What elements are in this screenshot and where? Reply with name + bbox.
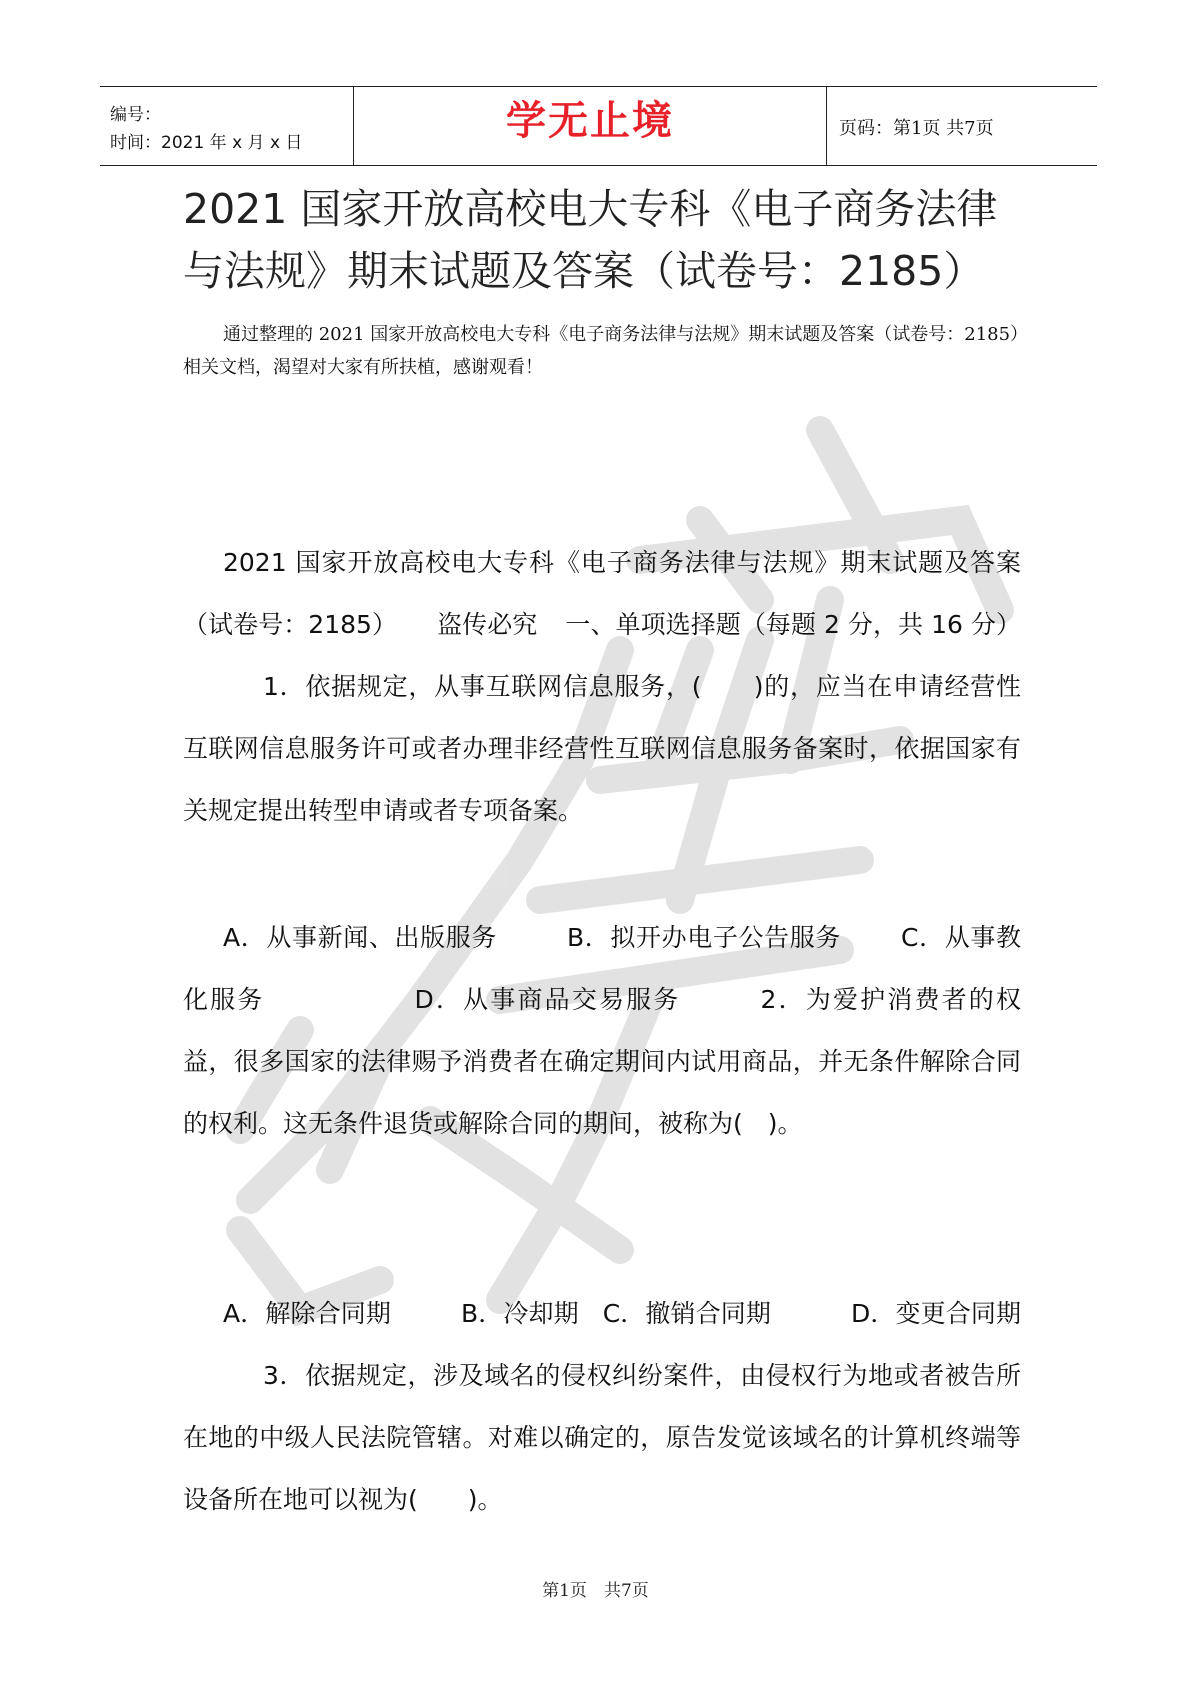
option-2a: A．解除合同期	[223, 1299, 391, 1328]
header-page-info: 页码：第1页 共7页	[839, 118, 994, 139]
section-heading: 一、单项选择题（每题 2 分，共 16 分）	[565, 610, 1021, 639]
question-2: 2．为爱护消费者的权益，很多国家的法律赐予消费者在确定期间内试用商品，并无条件解除合同的权利。这无条件退货或解除合同的期间，被称为( )。	[183, 985, 1021, 1138]
option-1d: D．从事商品交易服务	[414, 985, 681, 1014]
option-1b: B．拟开办电子公告服务	[567, 923, 842, 952]
header-table	[100, 86, 1097, 166]
option-1a: A．从事新闻、出版服务	[223, 923, 497, 952]
option-1c: C．从事教化服务	[183, 923, 1022, 1014]
exam-heading: 2021 国家开放高校电大专科《电子商务法律与法规》期末试题及答案（试卷号：2185）	[183, 548, 1021, 639]
question-paragraph-1	[183, 532, 1021, 842]
doc-number-label: 编号：	[110, 105, 161, 125]
option-2c: C．撤销合同期	[602, 1299, 772, 1328]
doc-time-label: 时间：2021 年 x 月 x 日	[110, 133, 303, 153]
question-paragraph-2	[183, 907, 1021, 1155]
brand-title: 学无止境	[506, 98, 674, 144]
header-meta	[100, 87, 354, 165]
intro-paragraph: 通过整理的 2021 国家开放高校电大专科《电子商务法律与法规》期末试题及答案（试卷号：2185）相关文档，渴望对大家有所扶植，感谢观看！	[183, 324, 1020, 378]
option-2d: D．变更合同期	[851, 1299, 1021, 1328]
question-1: 1．依据规定，从事互联网信息服务，( )的，应当在申请经营性互联网信息服务许可或者办理非经营性互联网信息服务备案时，依据国家有关规定提出转型申请或者专项备案。	[183, 672, 1021, 825]
question-3: 3．依据规定，涉及域名的侵权纠纷案件，由侵权行为地或者被告所在地的中级人民法院管辖。对难以确定的，原告发觉该域名的计算机终端等设备所在地可以视为( )。	[183, 1361, 1021, 1514]
question-paragraph-3	[183, 1283, 1021, 1531]
document-title: 2021 国家开放高校电大专科《电子商务法律与法规》期末试题及答案（试卷号：2185）	[183, 185, 998, 295]
header-brand-cell	[354, 87, 827, 165]
option-2b: B．冷却期	[460, 1299, 579, 1328]
copyright-note: 盗传必究	[437, 610, 538, 639]
page-footer: 第1页 共7页	[542, 1581, 649, 1601]
